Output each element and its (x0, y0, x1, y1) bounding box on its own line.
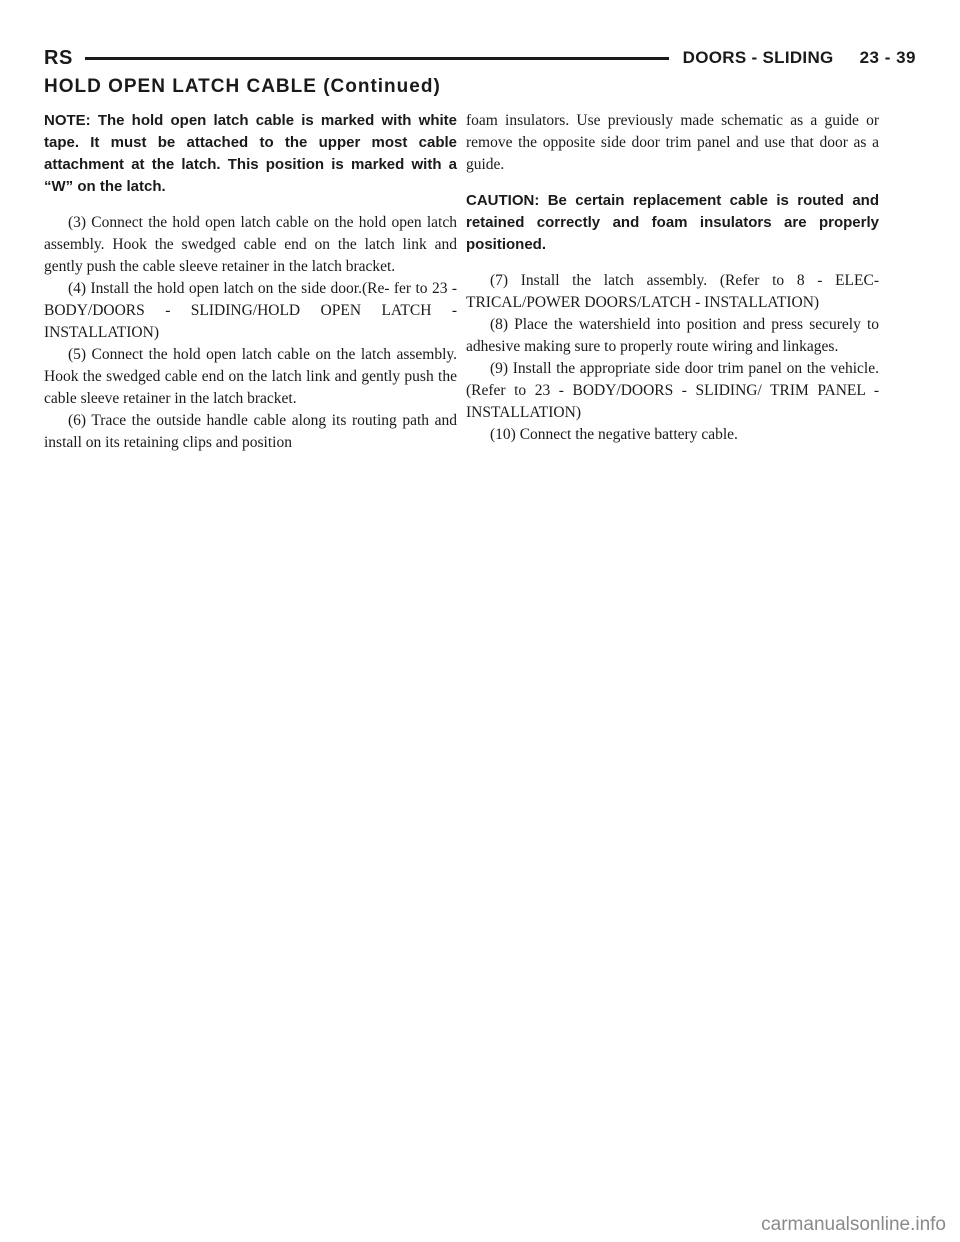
step-4: (4) Install the hold open latch on the side door.(Re- fer to 23 - BODY/DOORS - SLIDING/HOLD OPEN LATCH - INSTALLATION) (44, 280, 457, 341)
left-column (44, 110, 457, 454)
header-section-title: DOORS - SLIDING (682, 48, 834, 67)
step-6: (6) Trace the outside handle cable along its routing path and install on its retaining clips and position (44, 412, 457, 451)
section-heading: HOLD OPEN LATCH CABLE (Continued) (44, 76, 441, 97)
right-column (466, 110, 879, 446)
step-10: (10) Connect the negative battery cable. (490, 426, 738, 443)
step-3: (3) Connect the hold open latch cable on the hold open latch assembly. Hook the swedged cable end on the latch link and gently push the cable sleeve retainer in the latch bracket. (44, 214, 457, 275)
step-9: (9) Install the appropriate side door trim panel on the vehicle. (Refer to 23 - BODY/DOORS - SLIDING/ TRIM PANEL - INSTALLATION) (466, 360, 879, 421)
page-header (44, 44, 916, 72)
header-page-number: 23 - 39 (859, 48, 916, 67)
header-model-code: RS (44, 46, 73, 69)
watermark-text: carmanualsonline.info (761, 1214, 946, 1235)
note-text: NOTE: The hold open latch cable is marked with white tape. It must be attached to the upper most cable attachment at the latch. This position is marked with a “W” on the latch. (44, 112, 457, 195)
caution-text: CAUTION: Be certain replacement cable is routed and retained correctly and foam insulators are properly positioned. (466, 192, 879, 253)
step-6-continuation: foam insulators. Use previously made schematic as a guide or remove the opposite side door trim panel and use that door as a guide. (466, 112, 879, 173)
step-5: (5) Connect the hold open latch cable on the latch assembly. Hook the swedged cable end on the latch link and gently push the cable sleeve retainer in the latch bracket. (44, 346, 457, 407)
step-8: (8) Place the watershield into position and press securely to adhesive making sure to properly route wiring and linkages. (466, 316, 879, 355)
header-rule (85, 57, 669, 60)
step-7: (7) Install the latch assembly. (Refer to 8 - ELEC- TRICAL/POWER DOORS/LATCH - INSTALLATION) (466, 272, 879, 311)
